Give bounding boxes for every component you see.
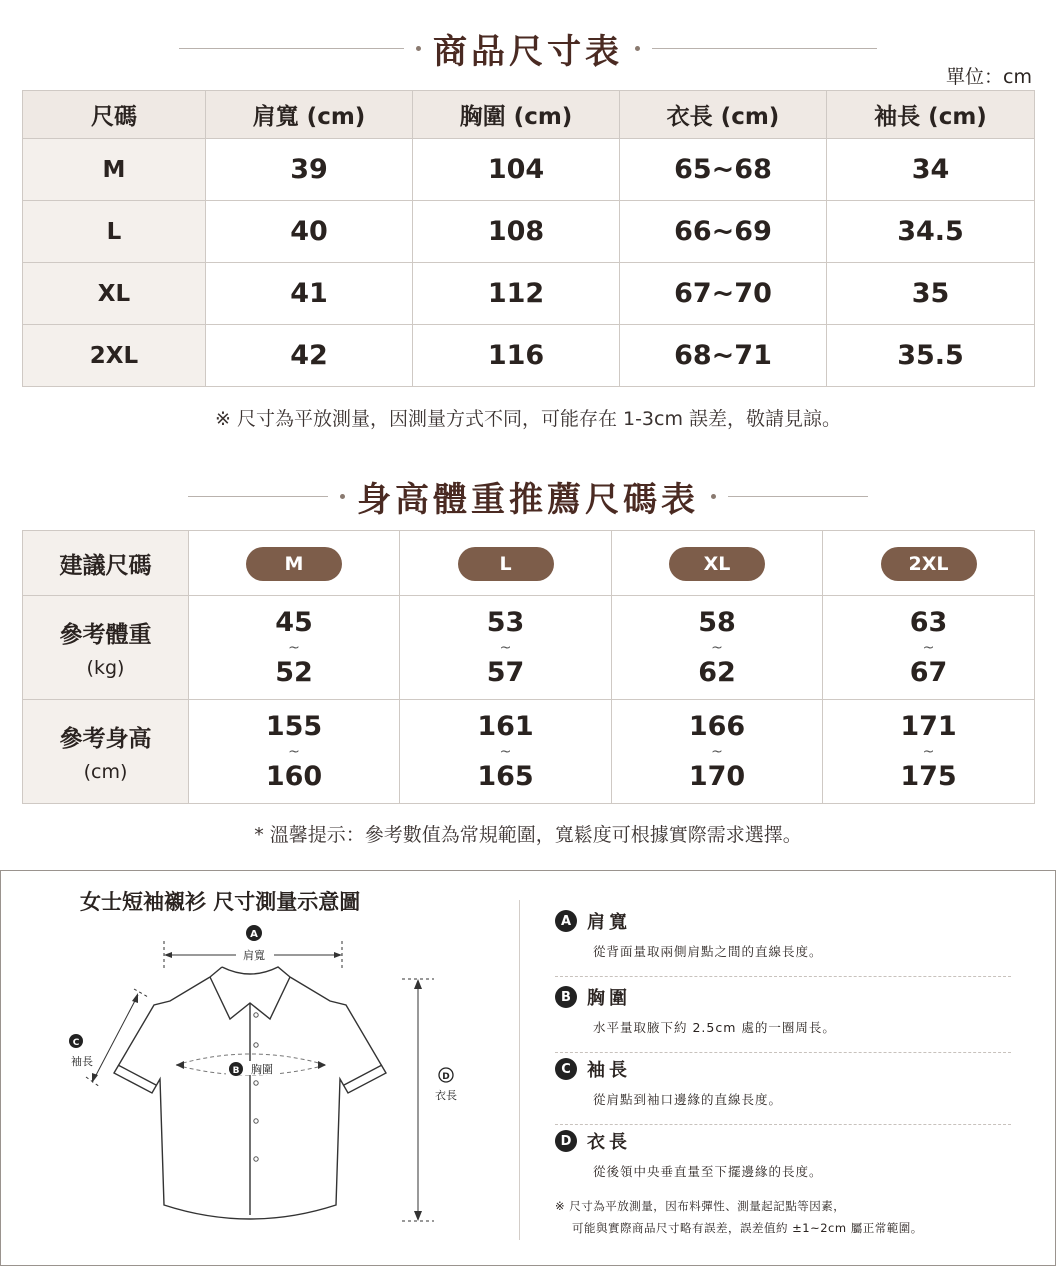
value-cell: 108 [413,201,620,263]
value-cell: 65~68 [620,139,827,201]
badge-b: B [232,1066,240,1076]
range-tilde: ~ [288,744,300,760]
table-row [23,325,1035,387]
badge-d: D [442,1072,450,1082]
recommend-table [22,530,1035,804]
weight-cell [823,596,1035,700]
value-cell: 35 [827,263,1035,325]
legend-desc: 從後領中央垂直量至下擺邊緣的長度。 [593,1164,823,1179]
height-label: 參考身高 [59,726,152,752]
height-max: 165 [477,761,534,792]
weight-min: 45 [275,607,313,638]
range-tilde: ~ [922,744,935,760]
header-cell: 尺碼 [23,91,206,139]
size-chart-heading [0,24,1056,73]
weight-max: 67 [909,657,948,688]
value-cell: 66~69 [620,201,827,263]
chest-measure [176,1054,326,1076]
table-row [23,596,1035,700]
chest-label: 胸圍 [251,1063,273,1076]
table-row [23,700,1035,804]
size-chart-note: ※ 尺寸為平放測量，因測量方式不同，可能存在 1-3cm 誤差，敬請見諒。 [214,408,842,430]
value-cell: 67~70 [620,263,827,325]
weight-cell [189,596,400,700]
size-pill-cell [823,531,1035,596]
weight-cell [612,596,823,700]
value-cell: 116 [413,325,620,387]
recommend-title: 身高體重推薦尺碼表 [357,480,699,520]
height-cell [612,700,823,804]
value-cell: 68~71 [620,325,827,387]
value-cell: 39 [206,139,413,201]
range-tilde: ~ [711,640,723,656]
sleeve-measure [69,989,148,1087]
diagram-title: 女士短袖襯衫 尺寸測量示意圖 [80,890,361,914]
weight-min: 63 [909,607,948,638]
value-cell: 34.5 [827,201,1035,263]
height-cell [823,700,1035,804]
height-min: 171 [900,711,957,742]
recommend-note: * 溫馨提示：參考數值為常規範圍，寬鬆度可根據實際需求選擇。 [254,824,802,846]
badge-d-icon: D [555,1130,577,1152]
range-tilde: ~ [499,744,512,760]
header-cell: 肩寬 (cm) [206,91,413,139]
weight-min: 58 [698,607,736,638]
length-measure [402,979,457,1221]
weight-label: 參考體重 [59,622,152,648]
height-max: 160 [265,761,323,792]
height-min: 166 [688,711,746,742]
weight-max: 62 [698,657,736,688]
badge-a: A [250,929,258,940]
buttons [254,1013,258,1161]
size-pill-2xl: 2XL [881,547,977,581]
badge-c-icon: C [555,1058,577,1080]
height-max: 175 [900,761,957,792]
length-label: 衣長 [435,1089,457,1102]
height-unit: (cm) [83,761,128,783]
value-cell: 34 [827,139,1035,201]
recommend-heading [0,472,1056,521]
table-row [23,139,1035,201]
size-pill-cell [400,531,612,596]
value-cell: 112 [413,263,620,325]
legend-desc: 從背面量取兩側肩點之間的直線長度。 [593,944,823,959]
range-tilde: ~ [499,640,512,656]
badge-c: C [72,1038,80,1048]
height-label-cell [23,700,189,804]
value-cell: 42 [206,325,413,387]
height-min: 155 [265,711,323,742]
weight-min: 53 [486,607,525,638]
range-tilde: ~ [922,640,935,656]
header-cell: 衣長 (cm) [620,91,827,139]
value-cell: 104 [413,139,620,201]
size-label-cell [23,531,189,596]
sleeve-label: 袖長 [71,1055,93,1068]
height-cell [189,700,400,804]
size-chart-title: 商品尺寸表 [433,32,623,72]
legend-desc: 水平量取腋下約 2.5cm 處的一圈周長。 [593,1020,836,1035]
unit-label: 單位：cm [946,66,1032,88]
size-cell: XL [23,263,206,325]
size-table-header [23,91,1035,139]
legend-item-length [555,1128,1011,1180]
diagram-note-line-1: ※ 尺寸為平放測量，因布料彈性、測量起記點等因素， [555,1199,846,1213]
value-cell: 41 [206,263,413,325]
header-cell: 袖長 (cm) [827,91,1035,139]
height-max: 170 [688,761,746,792]
panel-divider [519,900,520,1240]
size-label: 建議尺碼 [59,552,152,579]
size-pill-cell [612,531,823,596]
size-pill-l: L [458,547,554,581]
shirt-outline [114,967,386,1219]
table-row [23,263,1035,325]
badge-b-icon: B [555,986,577,1008]
badge-a-icon: A [555,910,577,932]
size-cell: 2XL [23,325,206,387]
size-cell: M [23,139,206,201]
size-pill-xl: XL [669,547,765,581]
weight-label-cell [23,596,189,700]
size-table [22,90,1035,387]
diagram-note-line-2: 可能與實際商品尺寸略有誤差，誤差值約 ±1~2cm 屬正常範圍。 [572,1221,923,1235]
height-min: 161 [477,711,534,742]
value-cell: 35.5 [827,325,1035,387]
size-pill-cell [189,531,400,596]
legend-desc: 從肩點到袖口邊緣的直線長度。 [593,1092,783,1107]
weight-max: 57 [486,657,525,688]
range-tilde: ~ [711,744,723,760]
weight-unit: (kg) [86,657,125,679]
value-cell: 40 [206,201,413,263]
shirt-illustration [50,915,470,1235]
table-row [23,201,1035,263]
legend-name: 袖長 [587,1060,631,1081]
header-cell: 胸圍 (cm) [413,91,620,139]
height-cell [400,700,612,804]
legend-item-chest [555,984,1011,1053]
weight-max: 52 [275,657,313,688]
legend-item-sleeve [555,1056,1011,1125]
size-pill-m: M [246,547,342,581]
size-cell: L [23,201,206,263]
legend-name: 肩寬 [587,912,631,933]
range-tilde: ~ [288,640,300,656]
legend-name: 胸圍 [587,988,631,1009]
table-row [23,531,1035,596]
weight-cell [400,596,612,700]
shoulder-measure [164,925,342,971]
legend-item-shoulder [555,908,1011,977]
legend-name: 衣長 [587,1132,631,1153]
shoulder-label: 肩寬 [243,949,265,962]
